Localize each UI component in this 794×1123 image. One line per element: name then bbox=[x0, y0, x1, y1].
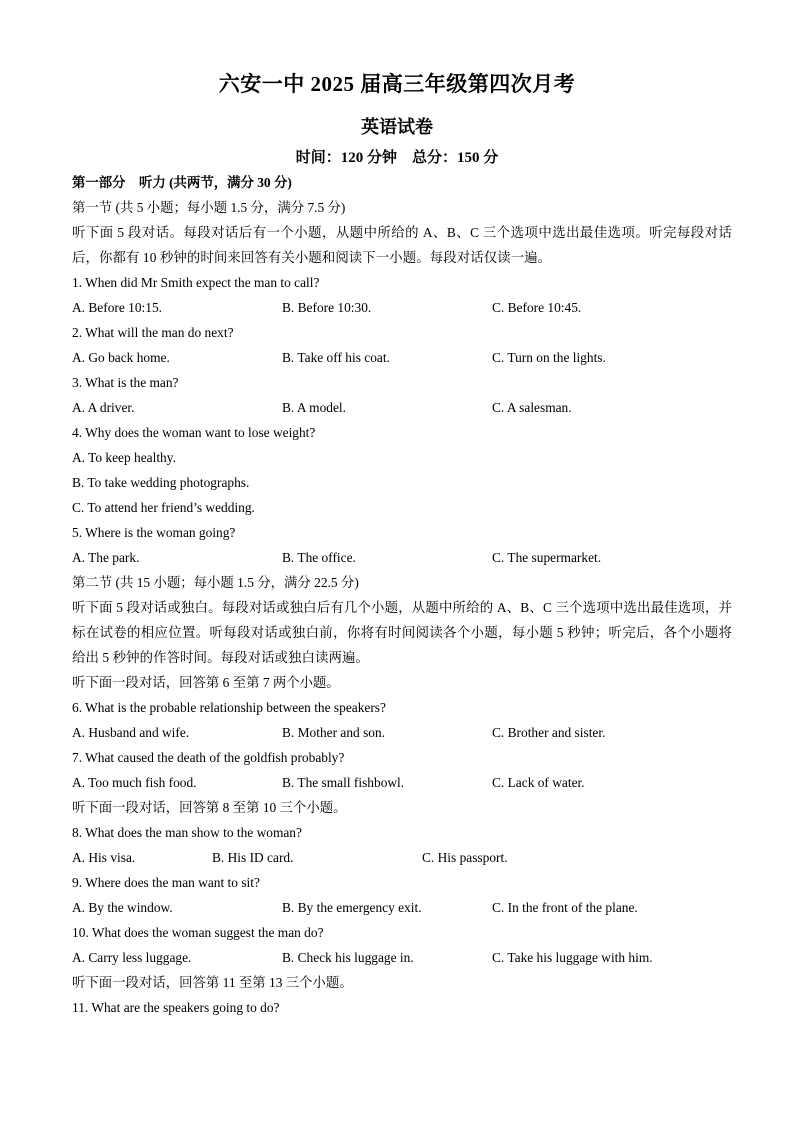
option-c: C. Lack of water. bbox=[492, 775, 585, 790]
option-b: B. Mother and son. bbox=[282, 725, 386, 740]
option-c: C. His passport. bbox=[422, 850, 508, 865]
option-b: B. Take off his coat. bbox=[282, 350, 390, 365]
option-c: C. The supermarket. bbox=[492, 550, 602, 565]
question-5-stem: 5. Where is the woman going? bbox=[72, 525, 236, 540]
question-6-options bbox=[72, 720, 732, 745]
option-b: B. A model. bbox=[282, 400, 346, 415]
option-c: C. In the front of the plane. bbox=[492, 900, 638, 915]
option-b: B. Check his luggage in. bbox=[282, 950, 414, 965]
question-7-stem: 7. What caused the death of the goldfish probably? bbox=[72, 750, 345, 765]
option-a: A. Too much fish food. bbox=[72, 775, 197, 790]
option-a: A. Husband and wife. bbox=[72, 725, 190, 740]
exam-content bbox=[72, 170, 732, 1020]
option-b: B. The small fishbowl. bbox=[282, 775, 405, 790]
question-10-options bbox=[72, 945, 732, 970]
option-c: C. Take his luggage with him. bbox=[492, 950, 653, 965]
option-a: A. Before 10:15. bbox=[72, 300, 162, 315]
section2-heading: 第二节 (共 15 小题；每小题 1.5 分，满分 22.5 分) bbox=[72, 575, 359, 590]
question-3-stem: 3. What is the man? bbox=[72, 375, 179, 390]
option-b: B. To take wedding photographs. bbox=[72, 475, 250, 490]
option-c: C. Turn on the lights. bbox=[492, 350, 606, 365]
option-b: B. His ID card. bbox=[212, 850, 294, 865]
question-6-stem: 6. What is the probable relationship between the speakers? bbox=[72, 700, 386, 715]
option-a: A. His visa. bbox=[72, 850, 136, 865]
option-b: B. The office. bbox=[282, 550, 356, 565]
question-11-stem: 11. What are the speakers going to do? bbox=[72, 1000, 280, 1015]
question-3-options bbox=[72, 395, 732, 420]
option-b: B. By the emergency exit. bbox=[282, 900, 422, 915]
dialogue-note-8-10: 听下面一段对话，回答第 8 至第 10 三个小题。 bbox=[72, 800, 347, 815]
question-8-stem: 8. What does the man show to the woman? bbox=[72, 825, 302, 840]
question-7-options bbox=[72, 770, 732, 795]
option-c: C. Before 10:45. bbox=[492, 300, 582, 315]
option-c: C. A salesman. bbox=[492, 400, 572, 415]
option-a: A. Carry less luggage. bbox=[72, 950, 192, 965]
question-8-options bbox=[72, 845, 732, 870]
question-10-stem: 10. What does the woman suggest the man do? bbox=[72, 925, 324, 940]
option-a: A. By the window. bbox=[72, 900, 173, 915]
question-9-options bbox=[72, 895, 732, 920]
option-b: B. Before 10:30. bbox=[282, 300, 372, 315]
question-4-stem: 4. Why does the woman want to lose weight? bbox=[72, 425, 316, 440]
question-9-stem: 9. Where does the man want to sit? bbox=[72, 875, 260, 890]
question-1-stem: 1. When did Mr Smith expect the man to call? bbox=[72, 275, 320, 290]
question-2-stem: 2. What will the man do next? bbox=[72, 325, 234, 340]
question-5-options bbox=[72, 545, 732, 570]
option-c: C. Brother and sister. bbox=[492, 725, 606, 740]
section1-instructions: 听下面 5 段对话。每段对话后有一个小题，从题中所给的 A、B、C 三个选项中选出最佳选项。听完每段对话后，你都有 10 秒钟的时间来回答有关小题和阅读下一小题。每段对话仅读一遍。 bbox=[72, 225, 732, 265]
option-a: A. A driver. bbox=[72, 400, 135, 415]
section1-heading: 第一节 (共 5 小题；每小题 1.5 分，满分 7.5 分) bbox=[72, 200, 346, 215]
dialogue-note-6-7: 听下面一段对话，回答第 6 至第 7 两个小题。 bbox=[72, 675, 340, 690]
option-a: A. The park. bbox=[72, 550, 140, 565]
part1-heading: 第一部分 听力 (共两节，满分 30 分) bbox=[72, 175, 292, 190]
option-a: A. Go back home. bbox=[72, 350, 170, 365]
exam-subject: 英语试卷 bbox=[361, 117, 433, 137]
option-c: C. To attend her friend’s wedding. bbox=[72, 500, 255, 515]
option-a: A. To keep healthy. bbox=[72, 450, 176, 465]
exam-time-info: 时间：120 分钟 总分：150 分 bbox=[295, 150, 499, 166]
exam-title: 六安一中 2025 届高三年级第四次月考 bbox=[218, 72, 576, 96]
question-1-options bbox=[72, 295, 732, 320]
dialogue-note-11-13: 听下面一段对话，回答第 11 至第 13 三个小题。 bbox=[72, 975, 353, 990]
section2-instructions: 听下面 5 段对话或独白。每段对话或独白后有几个小题，从题中所给的 A、B、C 三个选项中选出最佳选项，并标在试卷的相应位置。听每段对话或独白前，你将有时间阅读各个小题，每小题 5 秒钟；听完后，各个小题将给出 5 秒钟的作答时间。每段对话或独白读两遍。 bbox=[72, 600, 732, 665]
question-2-options bbox=[72, 345, 732, 370]
